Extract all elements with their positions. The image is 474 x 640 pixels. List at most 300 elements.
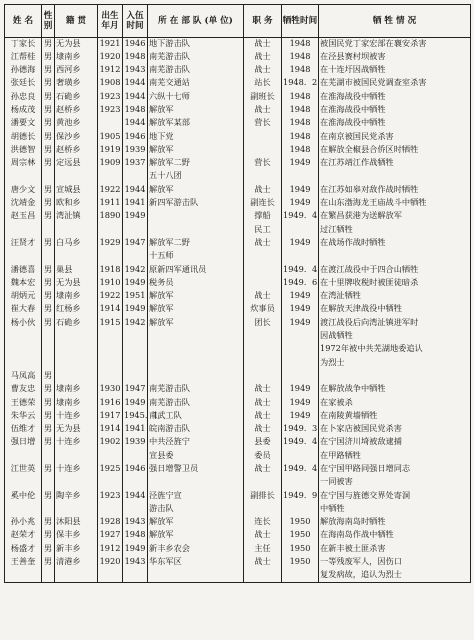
cell-gender: 男 xyxy=(42,117,55,130)
cell-gender: 男 xyxy=(42,237,55,250)
cell-gender: 男 xyxy=(42,104,55,117)
cell-native-place xyxy=(55,170,98,183)
table-row xyxy=(5,264,471,277)
cell-native-place xyxy=(55,569,98,582)
cell-unit: 南芜游击队 xyxy=(148,383,244,396)
cell-circumstance: 在湾沚牺牲 xyxy=(319,290,471,303)
cell-death-date xyxy=(282,450,319,463)
cell-circumstance xyxy=(319,170,471,183)
cell-name: 潘德喜 xyxy=(5,264,42,277)
cell-birth: 1918 xyxy=(98,264,123,277)
cell-name: 崔大春 xyxy=(5,303,42,316)
cell-gender: 男 xyxy=(42,277,55,290)
cell-native-place xyxy=(55,357,98,370)
cell-post xyxy=(244,330,282,343)
cell-circumstance: 中牺牲 xyxy=(319,503,471,516)
cell-post: 炊事员 xyxy=(244,303,282,316)
cell-native-place: 沐阳县 xyxy=(55,516,98,529)
cell-unit: 解放军 xyxy=(148,529,244,542)
cell-post: 战士 xyxy=(244,290,282,303)
cell-enlist: 1948 xyxy=(123,529,148,542)
cell-native-place: 西河乡 xyxy=(55,64,98,77)
table-row xyxy=(5,144,471,157)
cell-unit: 十五师 xyxy=(148,250,244,263)
cell-native-place: 清港乡 xyxy=(55,556,98,569)
cell-unit: 解放军某部 xyxy=(148,117,244,130)
cell-death-date: 1949．4 xyxy=(282,264,319,277)
table-row xyxy=(5,383,471,396)
cell-post xyxy=(244,503,282,516)
cell-post: 委员 xyxy=(244,450,282,463)
table-row xyxy=(5,556,471,569)
cell-death-date: 1948 xyxy=(282,91,319,104)
cell-native-place: 保丰乡 xyxy=(55,529,98,542)
cell-death-date: 1950 xyxy=(282,516,319,529)
cell-circumstance: 在淮海战役中牺牲 xyxy=(319,91,471,104)
cell-unit: 南芜游击队 xyxy=(148,64,244,77)
cell-gender: 男 xyxy=(42,64,55,77)
cell-native-place: 黄池乡 xyxy=(55,117,98,130)
table-row xyxy=(5,277,471,290)
cell-native-place: 定远县 xyxy=(55,157,98,170)
cell-birth: 1920 xyxy=(98,556,123,569)
cell-native-place: 无为县 xyxy=(55,277,98,290)
cell-birth: 1923 xyxy=(98,490,123,503)
table-row xyxy=(5,237,471,250)
cell-gender: 男 xyxy=(42,184,55,197)
cell-gender xyxy=(42,250,55,263)
table-row xyxy=(5,170,471,183)
cell-enlist: 1946 xyxy=(123,463,148,476)
cell-unit: 税务员 xyxy=(148,277,244,290)
cell-birth xyxy=(98,170,123,183)
cell-name xyxy=(5,476,42,489)
cell-native-place: 保沙乡 xyxy=(55,131,98,144)
cell-enlist: 1949 xyxy=(123,543,148,556)
cell-death-date: 1948 xyxy=(282,64,319,77)
cell-enlist xyxy=(123,224,148,237)
cell-name: 杨成茂 xyxy=(5,104,42,117)
cell-circumstance: 因战牺牲 xyxy=(319,330,471,343)
cell-unit: 南武工队 xyxy=(148,410,244,423)
cell-death-date: 1948 xyxy=(282,104,319,117)
cell-enlist xyxy=(123,476,148,489)
cell-gender: 男 xyxy=(42,157,55,170)
cell-enlist: 1944 xyxy=(123,91,148,104)
cell-gender: 男 xyxy=(42,436,55,449)
cell-native-place: 十连乡 xyxy=(55,463,98,476)
cell-native-place: 十连乡 xyxy=(55,436,98,449)
cell-post xyxy=(244,343,282,356)
cell-post xyxy=(244,250,282,263)
table-row xyxy=(5,224,471,237)
header-native-place: 籍 贯 xyxy=(55,5,98,38)
cell-death-date: 1949 xyxy=(282,197,319,210)
cell-native-place: 无为县 xyxy=(55,423,98,436)
table-row xyxy=(5,77,471,90)
cell-death-date: 1948 xyxy=(282,51,319,64)
cell-birth: 1929 xyxy=(98,237,123,250)
martyr-register-table xyxy=(4,4,471,583)
cell-birth xyxy=(98,503,123,516)
cell-unit: 南芜游击队 xyxy=(148,397,244,410)
cell-gender: 男 xyxy=(42,144,55,157)
cell-enlist xyxy=(123,330,148,343)
cell-enlist: 1941 xyxy=(123,423,148,436)
cell-gender xyxy=(42,170,55,183)
cell-enlist xyxy=(123,450,148,463)
cell-post xyxy=(244,569,282,582)
cell-post: 副班长 xyxy=(244,91,282,104)
cell-unit xyxy=(148,224,244,237)
cell-name: 周宗林 xyxy=(5,157,42,170)
cell-death-date: 1949．6 xyxy=(282,277,319,290)
cell-native-place: 埭南乡 xyxy=(55,51,98,64)
cell-post xyxy=(244,476,282,489)
cell-birth: 1916 xyxy=(98,397,123,410)
cell-name: 朱华云 xyxy=(5,410,42,423)
cell-name xyxy=(5,330,42,343)
cell-native-place: 埭南乡 xyxy=(55,383,98,396)
cell-gender: 男 xyxy=(42,77,55,90)
table-row xyxy=(5,303,471,316)
cell-enlist: 1948 xyxy=(123,51,148,64)
cell-gender: 男 xyxy=(42,370,55,383)
cell-birth: 1927 xyxy=(98,529,123,542)
cell-unit: 原新四军通讯员 xyxy=(148,264,244,277)
table-row xyxy=(5,330,471,343)
table-row xyxy=(5,503,471,516)
cell-death-date: 1948 xyxy=(282,117,319,130)
cell-death-date: 1949．4 xyxy=(282,210,319,223)
cell-name xyxy=(5,503,42,516)
cell-birth xyxy=(98,330,123,343)
cell-post: 战士 xyxy=(244,51,282,64)
cell-native-place: 宣城县 xyxy=(55,184,98,197)
cell-gender: 男 xyxy=(42,383,55,396)
cell-gender xyxy=(42,503,55,516)
cell-enlist: 1942 xyxy=(123,317,148,330)
cell-enlist: 1941 xyxy=(123,197,148,210)
cell-death-date: 1949 xyxy=(282,237,319,250)
table-row xyxy=(5,343,471,356)
cell-birth xyxy=(98,450,123,463)
cell-death-date: 1948 xyxy=(282,131,319,144)
cell-native-place xyxy=(55,370,98,383)
cell-unit: 解放军 xyxy=(148,184,244,197)
cell-death-date xyxy=(282,330,319,343)
cell-enlist: 1949 xyxy=(123,277,148,290)
cell-enlist: 1943 xyxy=(123,556,148,569)
cell-gender xyxy=(42,476,55,489)
cell-gender: 男 xyxy=(42,317,55,330)
cell-death-date: 1949 xyxy=(282,383,319,396)
cell-name: 马凤高 xyxy=(5,370,42,383)
cell-post: 战士 xyxy=(244,556,282,569)
cell-gender xyxy=(42,569,55,582)
cell-name: 江帮桂 xyxy=(5,51,42,64)
cell-unit: 解放军二野 xyxy=(148,237,244,250)
cell-name: 奚中伦 xyxy=(5,490,42,503)
cell-circumstance: 一等残废军人，因伤口 xyxy=(319,556,471,569)
cell-circumstance: 在解放战争中牺牲 xyxy=(319,383,471,396)
table-row xyxy=(5,250,471,263)
cell-circumstance: 解放海南岛时牺牲 xyxy=(319,516,471,529)
cell-death-date xyxy=(282,569,319,582)
cell-native-place: 赵桥乡 xyxy=(55,104,98,117)
table-row xyxy=(5,357,471,370)
cell-birth xyxy=(98,476,123,489)
cell-death-date xyxy=(282,343,319,356)
cell-name: 唐少文 xyxy=(5,184,42,197)
cell-name: 曹友忠 xyxy=(5,383,42,396)
table-row xyxy=(5,463,471,476)
cell-enlist xyxy=(123,343,148,356)
cell-gender: 男 xyxy=(42,410,55,423)
cell-post xyxy=(244,144,282,157)
cell-circumstance: 在宁国甲路同强日增同志 xyxy=(319,463,471,476)
cell-death-date xyxy=(282,170,319,183)
table-row xyxy=(5,370,471,383)
cell-circumstance: 在宁国与旌德交界处寄洞 xyxy=(319,490,471,503)
cell-unit: 解放军 xyxy=(148,104,244,117)
table-row xyxy=(5,543,471,556)
cell-post xyxy=(244,357,282,370)
cell-post xyxy=(244,131,282,144)
cell-enlist xyxy=(123,250,148,263)
cell-circumstance: 在泾县赛村坝被害 xyxy=(319,51,471,64)
cell-unit: 五十八团 xyxy=(148,170,244,183)
cell-enlist xyxy=(123,357,148,370)
cell-death-date: 1949 xyxy=(282,184,319,197)
cell-post: 营长 xyxy=(244,157,282,170)
cell-death-date: 1949 xyxy=(282,303,319,316)
cell-gender: 男 xyxy=(42,529,55,542)
cell-gender: 男 xyxy=(42,516,55,529)
cell-gender: 男 xyxy=(42,264,55,277)
cell-native-place: 十连乡 xyxy=(55,410,98,423)
cell-gender xyxy=(42,330,55,343)
cell-birth xyxy=(98,370,123,383)
table-row xyxy=(5,131,471,144)
cell-enlist: 1947 xyxy=(123,237,148,250)
header-gender: 性别 xyxy=(42,5,55,38)
table-row xyxy=(5,317,471,330)
table-row xyxy=(5,210,471,223)
cell-birth: 1925 xyxy=(98,463,123,476)
cell-name: 胡炳元 xyxy=(5,290,42,303)
cell-enlist xyxy=(123,170,148,183)
cell-post: 撑船 xyxy=(244,210,282,223)
cell-native-place xyxy=(55,250,98,263)
cell-birth xyxy=(98,117,123,130)
cell-enlist: 1944 xyxy=(123,77,148,90)
cell-native-place: 石硊乡 xyxy=(55,91,98,104)
cell-name: 汪贤才 xyxy=(5,237,42,250)
cell-name: 魏本宏 xyxy=(5,277,42,290)
cell-name: 洪德智 xyxy=(5,144,42,157)
cell-death-date: 1949 xyxy=(282,397,319,410)
table-row xyxy=(5,51,471,64)
header-post: 职 务 xyxy=(244,5,282,38)
cell-gender xyxy=(42,343,55,356)
cell-birth: 1917 xyxy=(98,410,123,423)
cell-native-place xyxy=(55,476,98,489)
cell-gender: 男 xyxy=(42,91,55,104)
cell-name: 张廷长 xyxy=(5,77,42,90)
cell-post: 战士 xyxy=(244,104,282,117)
cell-circumstance: 在渡江战役中于四合山牺牲 xyxy=(319,264,471,277)
cell-birth: 1922 xyxy=(98,184,123,197)
table-row xyxy=(5,423,471,436)
cell-post: 战士 xyxy=(244,423,282,436)
cell-circumstance: 在海南岛作战中牺牲 xyxy=(319,529,471,542)
cell-post: 站长 xyxy=(244,77,282,90)
cell-enlist: 1944 xyxy=(123,117,148,130)
cell-post: 副排长 xyxy=(244,490,282,503)
table-row xyxy=(5,476,471,489)
table-row xyxy=(5,450,471,463)
cell-unit xyxy=(148,569,244,582)
table-row xyxy=(5,290,471,303)
cell-enlist: 1943 xyxy=(123,64,148,77)
cell-unit: 中共泾旌宁 xyxy=(148,436,244,449)
cell-post: 战士 xyxy=(244,529,282,542)
cell-unit: 解放军 xyxy=(148,144,244,157)
cell-unit: 解放军二野 xyxy=(148,157,244,170)
cell-death-date: 1950 xyxy=(282,543,319,556)
cell-unit xyxy=(148,370,244,383)
cell-gender: 男 xyxy=(42,423,55,436)
cell-unit: 游击队 xyxy=(148,503,244,516)
cell-circumstance: 在江苏如皋对敌作战时牺牲 xyxy=(319,184,471,197)
cell-enlist: 1942 xyxy=(123,264,148,277)
cell-circumstance: 在淮海战役中牺牲 xyxy=(319,104,471,117)
cell-birth: 1915 xyxy=(98,317,123,330)
cell-name: 伍维才 xyxy=(5,423,42,436)
cell-post: 战士 xyxy=(244,64,282,77)
cell-birth: 1923 xyxy=(98,104,123,117)
cell-enlist: 1946 xyxy=(123,38,148,51)
cell-death-date: 1948．2 xyxy=(282,77,319,90)
cell-birth xyxy=(98,250,123,263)
cell-unit: 南芜游击队 xyxy=(148,51,244,64)
cell-post: 民工 xyxy=(244,224,282,237)
cell-birth: 1910 xyxy=(98,277,123,290)
cell-native-place: 巢县 xyxy=(55,264,98,277)
cell-post: 连长 xyxy=(244,516,282,529)
cell-post xyxy=(244,264,282,277)
cell-post: 战士 xyxy=(244,463,282,476)
cell-native-place: 无为县 xyxy=(55,38,98,51)
cell-enlist: 1947 xyxy=(123,383,148,396)
cell-unit: 解放军 xyxy=(148,516,244,529)
cell-native-place: 红杨乡 xyxy=(55,303,98,316)
cell-post: 营长 xyxy=(244,117,282,130)
cell-death-date xyxy=(282,224,319,237)
cell-circumstance: 复发病故，追认为烈士 xyxy=(319,569,471,582)
cell-death-date xyxy=(282,476,319,489)
cell-circumstance: 在解放全椒县合侨区时牺牲 xyxy=(319,144,471,157)
cell-post: 战士 xyxy=(244,383,282,396)
cell-name xyxy=(5,343,42,356)
cell-enlist xyxy=(123,503,148,516)
cell-circumstance: 在淮海战役中牺牲 xyxy=(319,117,471,130)
cell-circumstance: 在解放天津战役中牺牲 xyxy=(319,303,471,316)
cell-circumstance: 一同被害 xyxy=(319,476,471,489)
cell-birth: 1928 xyxy=(98,516,123,529)
cell-post: 副连长 xyxy=(244,197,282,210)
cell-death-date: 1949 xyxy=(282,157,319,170)
cell-circumstance: 在卜家店被国民党杀害 xyxy=(319,423,471,436)
table-row xyxy=(5,38,471,51)
cell-unit xyxy=(148,357,244,370)
cell-unit: 泾旌宁宣 xyxy=(148,490,244,503)
cell-unit: 六纵十七师 xyxy=(148,91,244,104)
cell-enlist xyxy=(123,569,148,582)
cell-birth: 1914 xyxy=(98,303,123,316)
cell-enlist: 1944 xyxy=(123,184,148,197)
cell-gender: 男 xyxy=(42,38,55,51)
cell-unit: 解放军 xyxy=(148,290,244,303)
header-birth: 出生年月 xyxy=(98,5,123,38)
cell-native-place: 欧和乡 xyxy=(55,197,98,210)
cell-native-place xyxy=(55,503,98,516)
cell-circumstance: 1972年被中共芜湖地委追认 xyxy=(319,343,471,356)
cell-name xyxy=(5,450,42,463)
cell-circumstance: 过江牺牲 xyxy=(319,224,471,237)
cell-circumstance: 在新丰被土匪杀害 xyxy=(319,543,471,556)
cell-unit xyxy=(148,476,244,489)
cell-native-place xyxy=(55,224,98,237)
cell-unit: 解放军 xyxy=(148,303,244,316)
cell-birth: 1909 xyxy=(98,157,123,170)
cell-name: 杨盛才 xyxy=(5,543,42,556)
cell-name: 杨小伙 xyxy=(5,317,42,330)
cell-birth: 1905 xyxy=(98,131,123,144)
cell-post: 战士 xyxy=(244,184,282,197)
table-row xyxy=(5,91,471,104)
cell-native-place: 赵桥乡 xyxy=(55,144,98,157)
cell-post xyxy=(244,370,282,383)
cell-birth: 1919 xyxy=(98,144,123,157)
cell-death-date xyxy=(282,370,319,383)
header-circumstance: 牺 牲 情 况 xyxy=(319,5,471,38)
cell-gender: 男 xyxy=(42,543,55,556)
cell-circumstance: 在南京被国民党杀害 xyxy=(319,131,471,144)
table-row xyxy=(5,490,471,503)
cell-birth: 1911 xyxy=(98,197,123,210)
cell-gender: 男 xyxy=(42,210,55,223)
cell-unit: 解放军 xyxy=(148,317,244,330)
cell-gender: 男 xyxy=(42,397,55,410)
cell-name: 潘要文 xyxy=(5,117,42,130)
cell-unit: 南芜交通站 xyxy=(148,77,244,90)
cell-birth: 1930 xyxy=(98,383,123,396)
cell-death-date: 1949．4 xyxy=(282,463,319,476)
table-row xyxy=(5,529,471,542)
cell-circumstance: 在战场作战时牺牲 xyxy=(319,237,471,250)
cell-post: 战士 xyxy=(244,397,282,410)
header-enlist: 入伍时间 xyxy=(123,5,148,38)
cell-name: 胡德长 xyxy=(5,131,42,144)
cell-death-date: 1948 xyxy=(282,38,319,51)
cell-death-date xyxy=(282,503,319,516)
cell-enlist: 1949 xyxy=(123,303,148,316)
cell-post: 团长 xyxy=(244,317,282,330)
cell-native-place: 新丰乡 xyxy=(55,543,98,556)
cell-native-place: 湾沚镇 xyxy=(55,210,98,223)
